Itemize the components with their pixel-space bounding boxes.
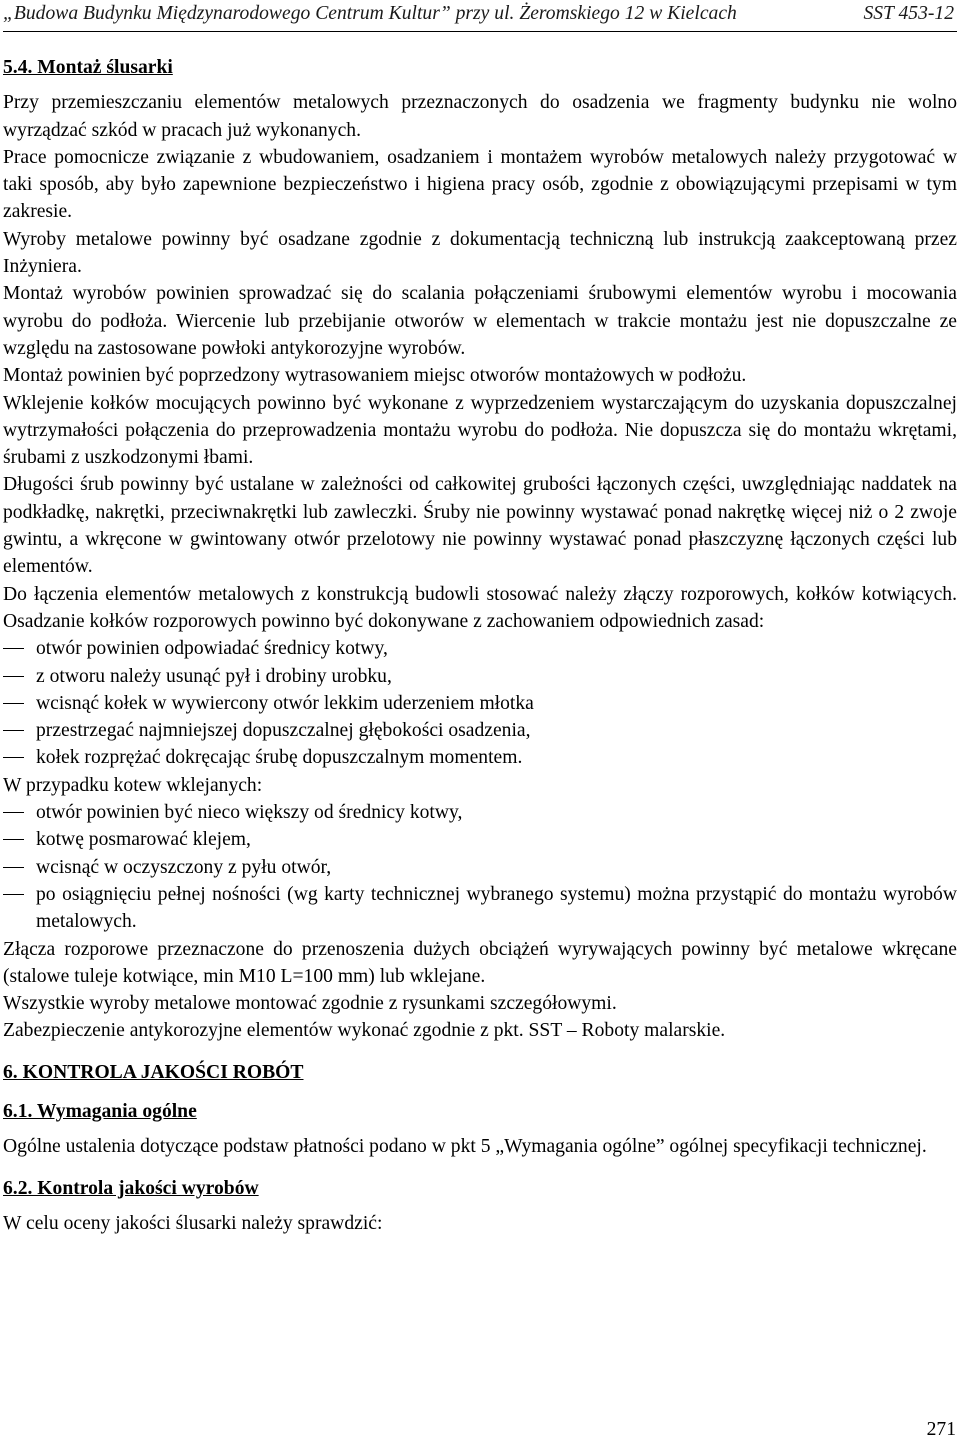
dash-bullet-icon (3, 812, 24, 813)
paragraph: Przy przemieszczaniu elementów metalowych przeznaczonych do osadzenia we fragmenty budynku nie wolno wyrządzać szkód w pracach już wykonanych. (3, 92, 957, 141)
paragraph: W przypadku kotew wklejanych: (3, 774, 263, 796)
list-item: wcisnąć kołek w wywiercony otwór lekkim uderzeniem młotka (3, 690, 957, 717)
dash-bullet-icon (3, 867, 24, 868)
paragraph: Do łączenia elementów metalowych z konstrukcją budowli stosować należy złączy rozporowych, kołków kotwiących. Osadzanie kołków rozporowych powinno być dokonywane z zachowaniem odpowiednich zasad: (3, 583, 957, 632)
dash-bullet-icon (3, 730, 24, 731)
section-heading-6: 6. KONTROLA JAKOŚCI ROBÓT (3, 1061, 304, 1083)
paragraph: Montaż powinien być poprzedzony wytrasowaniem miejsc otworów montażowych w podłożu. (3, 365, 747, 387)
list-item: otwór powinien odpowiadać średnicy kotwy, (3, 635, 957, 662)
section-heading-6-2: 6.2. Kontrola jakości wyrobów (3, 1177, 259, 1199)
header-divider (3, 31, 957, 32)
list-glued-anchors (3, 799, 957, 935)
list-item: po osiągnięciu pełnej nośności (wg karty technicznej wybranego systemu) można przystąpić do montażu wyrobów metalowych. (3, 881, 957, 936)
list-item: wcisnąć w oczyszczony z pyłu otwór, (3, 854, 957, 881)
dash-bullet-icon (3, 757, 24, 758)
dash-bullet-icon (3, 703, 24, 704)
header-spec-code: SST 453-12 (863, 3, 954, 24)
paragraph: Wszystkie wyroby metalowe montować zgodnie z rysunkami szczegółowymi. (3, 993, 617, 1015)
page-number: 271 (926, 1419, 956, 1440)
running-header (3, 3, 954, 25)
header-title: „Budowa Budynku Międzynarodowego Centrum Kultur” przy ul. Żeromskiego 12 w Kielcach (3, 3, 737, 24)
list-item: z otworu należy usunąć pył i drobiny urobku, (3, 663, 957, 690)
list-item: kotwę posmarować klejem, (3, 826, 957, 853)
list-item: przestrzegać najmniejszej dopuszczalnej głębokości osadzenia, (3, 717, 957, 744)
paragraph: Złącza rozporowe przeznaczone do przenoszenia dużych obciążeń wyrywających powinny być metalowe wkręcane (stalowe tuleje kotwiące, min M10 L=100 mm) lub wklejane. (3, 938, 957, 987)
paragraph: Montaż wyrobów powinien sprowadzać się do scalania połączeniami śrubowymi elementów wyrobu i mocowania wyrobu do podłoża. Wiercenie lub przebijanie otworów w elementach w trakcie montażu jest nie dopuszczalne ze względu na zastosowane powłoki antykorozyjne wyrobów. (3, 283, 957, 359)
list-item: otwór powinien być nieco większy od średnicy kotwy, (3, 799, 957, 826)
paragraph: Wyroby metalowe powinny być osadzane zgodnie z dokumentacją techniczną lub instrukcją zaakceptowaną przez Inżyniera. (3, 228, 957, 278)
dash-bullet-icon (3, 894, 24, 895)
dash-bullet-icon (3, 676, 24, 677)
list-anchor-rules (3, 635, 957, 771)
paragraph: W celu oceny jakości ślusarki należy sprawdzić: (3, 1212, 383, 1234)
section-heading-6-1: 6.1. Wymagania ogólne (3, 1100, 197, 1122)
paragraph: Długości śrub powinny być ustalane w zależności od całkowitej grubości łączonych części, uwzględniając naddatek na podkładkę, nakrętki, przeciwnakrętki lub zawleczki. Śruby nie powinny wystawać ponad nakrętkę więcej niż o 2 zwoje gwintu, a wkręcone w gwintowany otwór przelotowy nie powinny wystawać ponad płaszczyznę łączonych części lub elementów. (3, 474, 957, 578)
dash-bullet-icon (3, 648, 24, 649)
document-body (3, 54, 957, 1237)
section-heading-5-4: 5.4. Montaż ślusarki (3, 57, 173, 78)
paragraph: Prace pomocnicze związanie z wbudowaniem, osadzaniem i montażem wyrobów metalowych należy przygotować w taki sposób, aby było zapewnione bezpieczeństwo i higiena pracy osób, zgodnie z obowiązującymi przepisami w tym zakresie. (3, 146, 957, 223)
paragraph: Wklejenie kołków mocujących powinno być wykonane z wyprzedzeniem wystarczającym do uzyskania dopuszczalnej wytrzymałości połączenia do przeprowadzenia montażu wyrobu do podłoża. Nie dopuszcza się do montażu wkrętami, śrubami z uszkodzonymi łbami. (3, 392, 957, 469)
dash-bullet-icon (3, 839, 24, 840)
list-item: kołek rozprężać dokręcając śrubę dopuszczalnym momentem. (3, 744, 957, 771)
paragraph: Ogólne ustalenia dotyczące podstaw płatności podano w pkt 5 „Wymagania ogólne” ogólnej specyfikacji technicznej. (3, 1136, 927, 1158)
paragraph: Zabezpieczenie antykorozyjne elementów wykonać zgodnie z pkt. SST – Roboty malarskie. (3, 1020, 726, 1042)
